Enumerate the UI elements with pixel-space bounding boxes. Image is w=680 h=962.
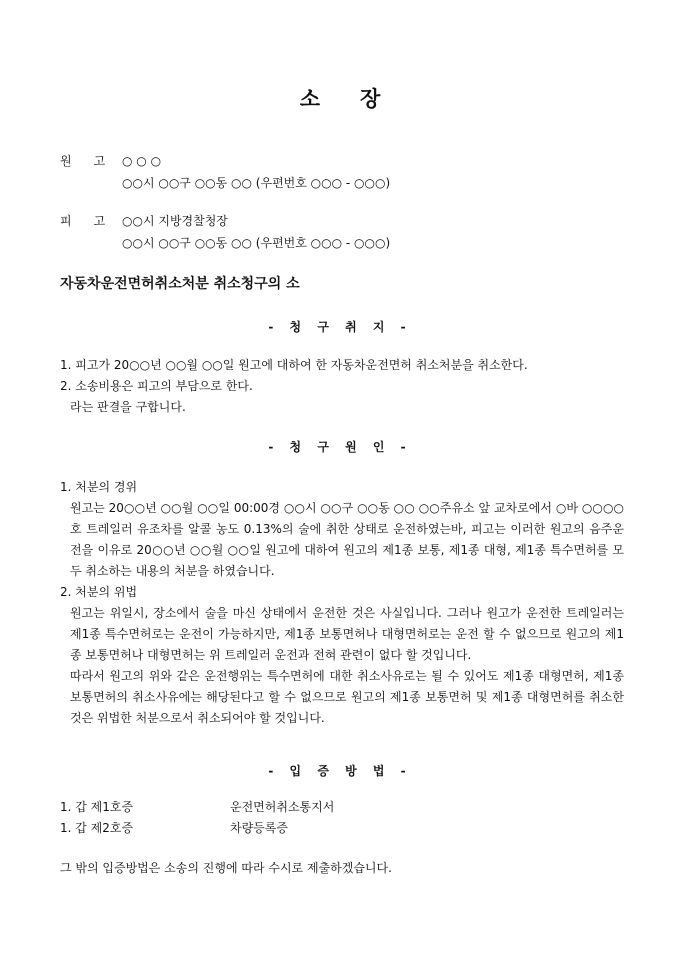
claim-purpose-closing: 라는 판결을 구합니다.	[70, 400, 186, 414]
defendant-block	[60, 210, 390, 254]
evidence-row	[60, 818, 624, 839]
claim-cause-heading: - 청 구 원 인 -	[268, 440, 412, 454]
evidence-value: 차량등록증	[230, 821, 288, 835]
title-char-1: 소	[299, 87, 320, 111]
cause-item-2-text-1: 원고는 위일시, 장소에서 술을 마신 상태에서 운전한 것은 사실입니다. 그러나 원고가 운전한 트레일러는 제1종 특수면허로는 운전이 가능하지만, 제1종 보통면허나 대형면허로는 운전 할 수 없으므로 원고의 제1종 보통면허나 대형면허는 위 트레일러 운전과 전혀 관련이 없다 할 것입니다.	[70, 606, 624, 662]
claim-purpose-heading: - 청 구 취 지 -	[268, 320, 412, 334]
claim-purpose-item-2: 2. 소송비용은 피고의 부담으로 한다.	[60, 379, 253, 393]
claim-purpose-body	[60, 355, 624, 418]
cause-item-2-title: 2. 처분의 위법	[60, 585, 138, 599]
evidence-row	[60, 797, 624, 818]
defendant-role: 피 고	[60, 214, 106, 228]
title-char-2: 장	[360, 87, 381, 111]
evidence-label: 1. 갑 제1호증	[60, 800, 134, 814]
plaintiff-block	[60, 150, 390, 194]
claim-cause-body	[60, 477, 624, 729]
cause-item-2-text-2: 따라서 원고의 위와 같은 운전행위는 특수면허에 대한 취소사유로는 될 수 있어도 제1종 대형면허, 제1종 보통면허의 취소사유에는 해당된다고 할 수 없으므로 원고의 제1종 보통면허 및 제1종 대형면허를 취소한 것은 위법한 처분으로서 취소되어야 할 것입니다.	[70, 669, 624, 725]
evidence-value: 운전면허취소통지서	[230, 800, 335, 814]
evidence-closing: 그 밖의 입증방법은 소송의 진행에 따라 수시로 제출하겠습니다.	[60, 861, 392, 875]
document-title	[0, 83, 680, 113]
evidence-heading: - 입 증 방 법 -	[268, 764, 412, 778]
claim-purpose-item-1: 1. 피고가 20○○년 ○○월 ○○일 원고에 대하여 한 자동차운전면허 취소처분을 취소한다.	[60, 358, 528, 372]
plaintiff-address: ○○시 ○○구 ○○동 ○○ (우편번호 ○○○ - ○○○)	[122, 176, 391, 190]
plaintiff-name: ○ ○ ○	[122, 154, 162, 168]
defendant-address: ○○시 ○○구 ○○동 ○○ (우편번호 ○○○ - ○○○)	[122, 236, 391, 250]
plaintiff-role: 원 고	[60, 154, 106, 168]
cause-item-1-title: 1. 처분의 경위	[60, 480, 138, 494]
evidence-list	[60, 797, 624, 839]
cause-item-1-text: 원고는 20○○년 ○○월 ○○일 00:00경 ○○시 ○○구 ○○동 ○○ ○○주유소 앞 교차로에서 ○바 ○○○○호 트레일러 유조차를 알콜 농도 0.13%의 술에 취한 상태로 운전하였는바, 피고는 이러한 원고의 음주운전을 이유로 20○○년 ○○월 ○○일 원고에 대하여 원고의 제1종 보통, 제1종 대형, 제1종 특수면허를 모두 취소하는 내용의 처분을 하였습니다.	[70, 501, 624, 578]
defendant-name: ○○시 지방경찰청장	[122, 214, 228, 228]
evidence-label: 1. 갑 제2호증	[60, 821, 134, 835]
case-title: 자동차운전면허취소처분 취소청구의 소	[60, 276, 300, 292]
